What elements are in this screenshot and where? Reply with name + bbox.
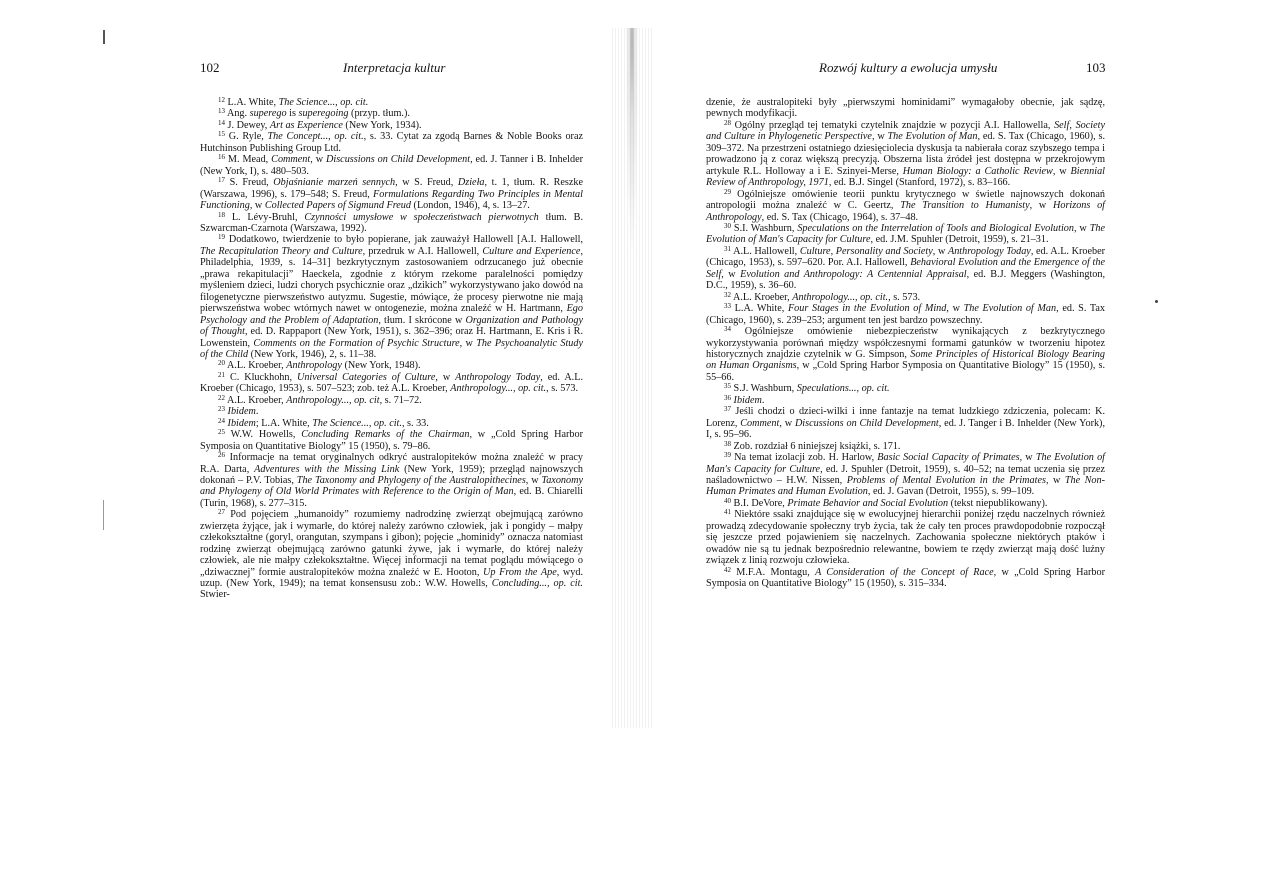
endnote-text: A.L. Kroeber, Anthropology..., op. cit., s. 573. <box>731 291 921 303</box>
endnote-number: 39 <box>724 451 731 460</box>
endnote <box>706 383 1105 394</box>
endnote <box>200 234 583 360</box>
endnote-number: 19 <box>218 233 225 242</box>
endnote <box>706 567 1105 590</box>
endnote-text: Informacje na temat oryginalnych odkryć australopiteków można znaleźć w pracy R.A. Darta, Adventures with the Missing Link (New York, 1959); przegląd najnowszych dokonań – P.V. Tobias, The Taxonomy and Phylogeny of the Australopithecines, w Taxonomy and Phylogeny of Old World Primates with Reference to the Origin of Man, ed. B. Chiarelli (Turin, 1968), s. 277–315. <box>200 452 584 509</box>
endnote-text: Zob. rozdział 6 niniejszej książki, s. 171. <box>731 440 901 452</box>
endnote <box>706 395 1105 406</box>
endnote-number: 42 <box>724 565 731 574</box>
endnote <box>706 246 1105 292</box>
endnote <box>706 326 1105 383</box>
endnote-number: 28 <box>724 118 731 127</box>
endnote <box>200 177 583 211</box>
endnote-text: A.L. Kroeber, Anthropology..., op. cit, s. 71–72. <box>225 394 422 406</box>
endnote-text: S. Freud, Objaśnianie marzeń sennych, w S. Freud, Dzieła, t. 1, tłum. R. Reszke (Warszawa, 1996), s. 179–548; S. Freud, Formulations Regarding Two Principles in Mental Functioning, w Collected Papers of Sigmund Freud (London, 1946), 4, s. 13–27. <box>200 177 583 212</box>
page-number: 102 <box>200 60 220 75</box>
endnote-text: Ogólniejsze omówienie teorii punktu krytycznego w świetle najnowszych dokonań antropologii można znaleźć w C. Geertz, The Transition to Humanisty, w Horizons of Anthropology, ed. S. Tax (Chicago, 1964), s. 37–48. <box>706 188 1106 223</box>
endnote <box>706 189 1105 223</box>
endnote <box>706 223 1105 246</box>
endnote-number: 17 <box>218 176 225 185</box>
endnote-text: M. Mead, Comment, w Discussions on Child Development, ed. J. Tanner i B. Inhelder (New York, I), s. 480–503. <box>200 154 583 177</box>
endnote-text: Na temat izolacji zob. H. Harlow, Basic Social Capacity of Primates, w The Evolution of Man's Capacity for Culture, ed. J. Spuhler (Detroit, 1959), s. 40–52; na temat uczenia się przez naśladownictwo – H.W. Nissen, Problems of Mental Evolution in the Primates, w The Non-Human Primates and Human Evolution, ed. J. Gavan (Detroit, 1955), s. 99–109. <box>706 452 1105 498</box>
endnote-number: 32 <box>724 290 731 299</box>
endnote-text: C. Kluckhohn, Universal Categories of Culture, w Anthropology Today, ed. A.L. Kroeber (Chicago, 1953), s. 507–523; zob. też A.L. Kroeber, Anthropology..., op. cit., s. 573. <box>200 371 583 395</box>
endnote-text: L.A. White, Four Stages in the Evolution of Mind, w The Evolution of Man, ed. S. Tax (Chicago, 1960), s. 239–253; argument ten jest bardzo powszechny. <box>706 303 1105 326</box>
endnote-text: B.I. DeVore, Primate Behavior and Social Evolution (tekst niepublikowany). <box>731 497 1048 509</box>
endnote-number: 36 <box>724 393 731 402</box>
endnote-number: 22 <box>218 393 225 402</box>
right-page <box>631 0 1262 894</box>
endnote <box>200 418 583 429</box>
endnote <box>200 360 583 371</box>
endnote-text: W.W. Howells, Concluding Remarks of the Chairman, w „Cold Spring Harbor Symposia on Quantitative Biology” 15 (1950), s. 79–86. <box>200 429 583 452</box>
endnote <box>200 429 583 452</box>
endnote-text: Ogólniejsze omówienie niebezpieczeństw wynikających z bezkrytycznego wykorzystywania porównań między współczesnymi formami gatunków w tworzeniu hipotez historycznych znajdzie czytelnik w G. Simpson, Some Principles of Historical Biology Bearing on Human Organisms, w „Cold Spring Harbor Symposia on Quantitative Biology” 15 (1950), s. 55–66. <box>706 326 1105 383</box>
endnote-number: 40 <box>724 496 731 505</box>
endnote-text: M.F.A. Montagu, A Consideration of the Concept of Race, w „Cold Spring Harbor Symposia on Quantitative Biology” 15 (1950), s. 315–334. <box>706 566 1105 590</box>
endnote-number: 27 <box>218 508 225 517</box>
endnote-number: 33 <box>724 302 731 311</box>
running-head: Rozwój kultury a ewolucja umysłu <box>819 60 998 75</box>
endnote-text: Pod pojęciem „humanoidy” rozumiemy nadrodzinę zwierząt obejmującą zarówno zwierzęta żyjące, jak i wymarłe, do której należy zarówno człowiek, jak i pongidy – małpy człekokształtne (goryl, orangutan, szympans i gibon); pojęcie „hominidy” oznacza natomiast rodzinę zwierząt obejmującą zarówno gatunki żywe, jak i wymarłe, do której należy człowiek, ale nie małpy człekokształtne. Więcej informacji na temat poglądu mówiącego o „dziwacznej” formie australopiteków można znaleźć w E. Hooton, Up From the Ape, wyd. uzup. (New York, 1949); na temat konsensusu zob.: W.W. Howells, Concluding..., op. cit. Stwier- <box>200 509 584 601</box>
endnote <box>200 154 583 177</box>
endnote-number: 31 <box>724 244 731 253</box>
endnote <box>200 212 583 235</box>
endnote-number: 15 <box>218 130 225 139</box>
endnote-text: L. Lévy-Bruhl, Czynności umysłowe w społeczeństwach pierwotnych tłum. B. Szwarcman-Czarnota (Warszawa, 1992). <box>200 211 583 234</box>
endnote <box>200 406 583 417</box>
endnote <box>706 406 1105 440</box>
endnote-number: 18 <box>218 210 225 219</box>
endnote <box>706 509 1105 566</box>
endnote <box>200 97 583 108</box>
running-head: Interpretacja kultur <box>343 60 446 75</box>
endnote-number: 20 <box>218 359 225 368</box>
endnote-text: Ibidem. <box>227 406 259 418</box>
endnote-number: 14 <box>218 118 225 127</box>
endnote-number: 37 <box>724 405 731 414</box>
page-number: 103 <box>1086 60 1106 75</box>
endnotes-list <box>200 97 583 601</box>
endnote-number: 30 <box>724 221 731 230</box>
endnote <box>706 120 1105 189</box>
endnote <box>706 452 1105 498</box>
endnote-number: 35 <box>724 382 731 391</box>
endnote-text: S.J. Washburn, Speculations..., op. cit. <box>731 383 890 395</box>
continued-note: dzenie, że australopiteki były „pierwszymi hominidami” wymagałoby obecnie, jak sądzę, pewnych modyfikacji. <box>706 97 1105 120</box>
endnote-number: 34 <box>724 325 731 334</box>
endnote-text: Dodatkowo, twierdzenie to było popierane, jak zauważył Hallowell [A.I. Hallowell, The Recapitulation Theory and Culture, przedruk w A.I. Hallowell, Culture and Experience, Philadelphia, 1939, s. 14–31] bezkrytycznym zastosowaniem odrzucanego już obecnie „prawa rekapitulacji” Haeckela, zgodnie z którym rzekome paralelności pomiędzy myśleniem dzieci, ludzi chorych psychicznie oraz „dzikich” wykorzystywano jako dowód na filogenetyczne pierwszeństwo autyzmu. Sugestie, mówiące, że procesy pierwotne nie mają pierwszeństwa wobec wtórnych nawet w ontogenezie, można znaleźć w H. Hartmann, Ego Psychology and the Problem of Adaptation, tłum. I skrócone w Organization and Pathology of Thought, ed. D. Rappaport (New York, 1951), s. 362–396; oraz H. Hartmann, E. Kris i R. Lowenstein, Comments on the Formation of Psychic Structure, w The Psychoanalytic Study of the Child (New York, 1946), 2, s. 11–38. <box>200 234 584 360</box>
endnote <box>706 292 1105 303</box>
endnote-text: J. Dewey, Art as Experience (New York, 1934). <box>225 119 422 131</box>
endnote-number: 21 <box>218 370 225 379</box>
endnote-number: 23 <box>218 405 225 414</box>
endnote-text: Ang. superego is superegoing (przyp. tłum.). <box>225 108 410 120</box>
endnote-text: L.A. White, The Science..., op. cit. <box>225 97 369 108</box>
endnote <box>200 108 583 119</box>
endnote-number: 12 <box>218 96 225 104</box>
endnote-text: A.L. Kroeber, Anthropology (New York, 1948). <box>225 360 421 372</box>
endnote <box>200 120 583 131</box>
endnote-number: 25 <box>218 428 225 437</box>
endnote-number: 24 <box>218 416 225 425</box>
endnote-text: Ibidem; L.A. White, The Science..., op. cit., s. 33. <box>227 417 429 429</box>
endnote-text: S.I. Washburn, Speculations on the Interrelation of Tools and Biological Evolution, w The Evolution of Man's Capacity for Culture, ed. J.M. Spuhler (Detroit, 1959), s. 21–31. <box>706 222 1105 246</box>
endnote-number: 13 <box>218 107 225 116</box>
endnote-number: 29 <box>724 187 731 196</box>
endnote <box>200 452 583 509</box>
endnote <box>200 509 583 601</box>
endnote <box>200 131 583 154</box>
endnote <box>706 498 1105 509</box>
endnote-text: Ogólny przegląd tej tematyki czytelnik znajdzie w pozycji A.I. Hallowella, Self, Society and Culture in Phylogenetic Perspective, w The Evolution of Man, ed. S. Tax (Chicago, 1960), s. 309–372. Na przestrzeni ostatniego dziesięciolecia dyskusja ta nabierała coraz szybszego tempa i prowadzono ją z coraz większą precyzją. Obszerna lista źródeł jest dostępna w przekrojowym artykule R.L. Holloway a i E. Szinyei-Merse, Human Biology: a Catholic Review, w Biennial Review of Anthropology, 1971, ed. B.J. Singel (Stanford, 1972), s. 83–166. <box>706 119 1106 189</box>
endnote-number: 26 <box>218 451 225 460</box>
endnote-text: Niektóre ssaki znajdujące się w ewolucyjnej hierarchii poniżej rzędu naczelnych również prowadzą zdecydowanie społeczny tryb życia, tak że cały ten proces prawdopodobnie rozpoczął się jeszcze przed pojawieniem się naczelnych. Zachowania społeczne niektórych ptaków i owadów nie są tu jednak bezpośrednio relewantne, bowiem te rzędy zwierząt mają dość luźny związek z linią rozwoju człowieka. <box>706 509 1105 567</box>
endnote <box>706 441 1105 452</box>
endnotes-list <box>706 97 1105 589</box>
endnote <box>200 395 583 406</box>
endnote-text: G. Ryle, The Concept..., op. cit., s. 33. Cytat za zgodą Barnes & Noble Books oraz Hutchinson Publishing Group Ltd. <box>200 131 583 154</box>
endnote-text: Ibidem. <box>733 394 765 406</box>
endnote-number: 38 <box>724 439 731 448</box>
endnote-number: 16 <box>218 153 225 162</box>
endnote-text: A.L. Hallowell, Culture, Personality and Society, w Anthropology Today, ed. A.L. Kroeber (Chicago, 1953), s. 597–620. Por. A.I. Hallowell, Behavioral Evolution and the Emergence of the Self, w Evolution and Anthropology: A Centennial Appraisal, ed. B.J. Meggers (Washington, D.C., 1959), s. 36–60. <box>706 245 1106 292</box>
endnote <box>706 303 1105 326</box>
endnote-number: 41 <box>724 508 731 517</box>
endnote <box>200 372 583 395</box>
endnote-text: Jeśli chodzi o dzieci-wilki i inne fantazje na temat ludzkiego zdziczenia, polecam: K. Lorenz, Comment, w Discussions on Child Development, ed. J. Tanger i B. Inhelder (New York), I, s. 95–96. <box>706 406 1105 441</box>
